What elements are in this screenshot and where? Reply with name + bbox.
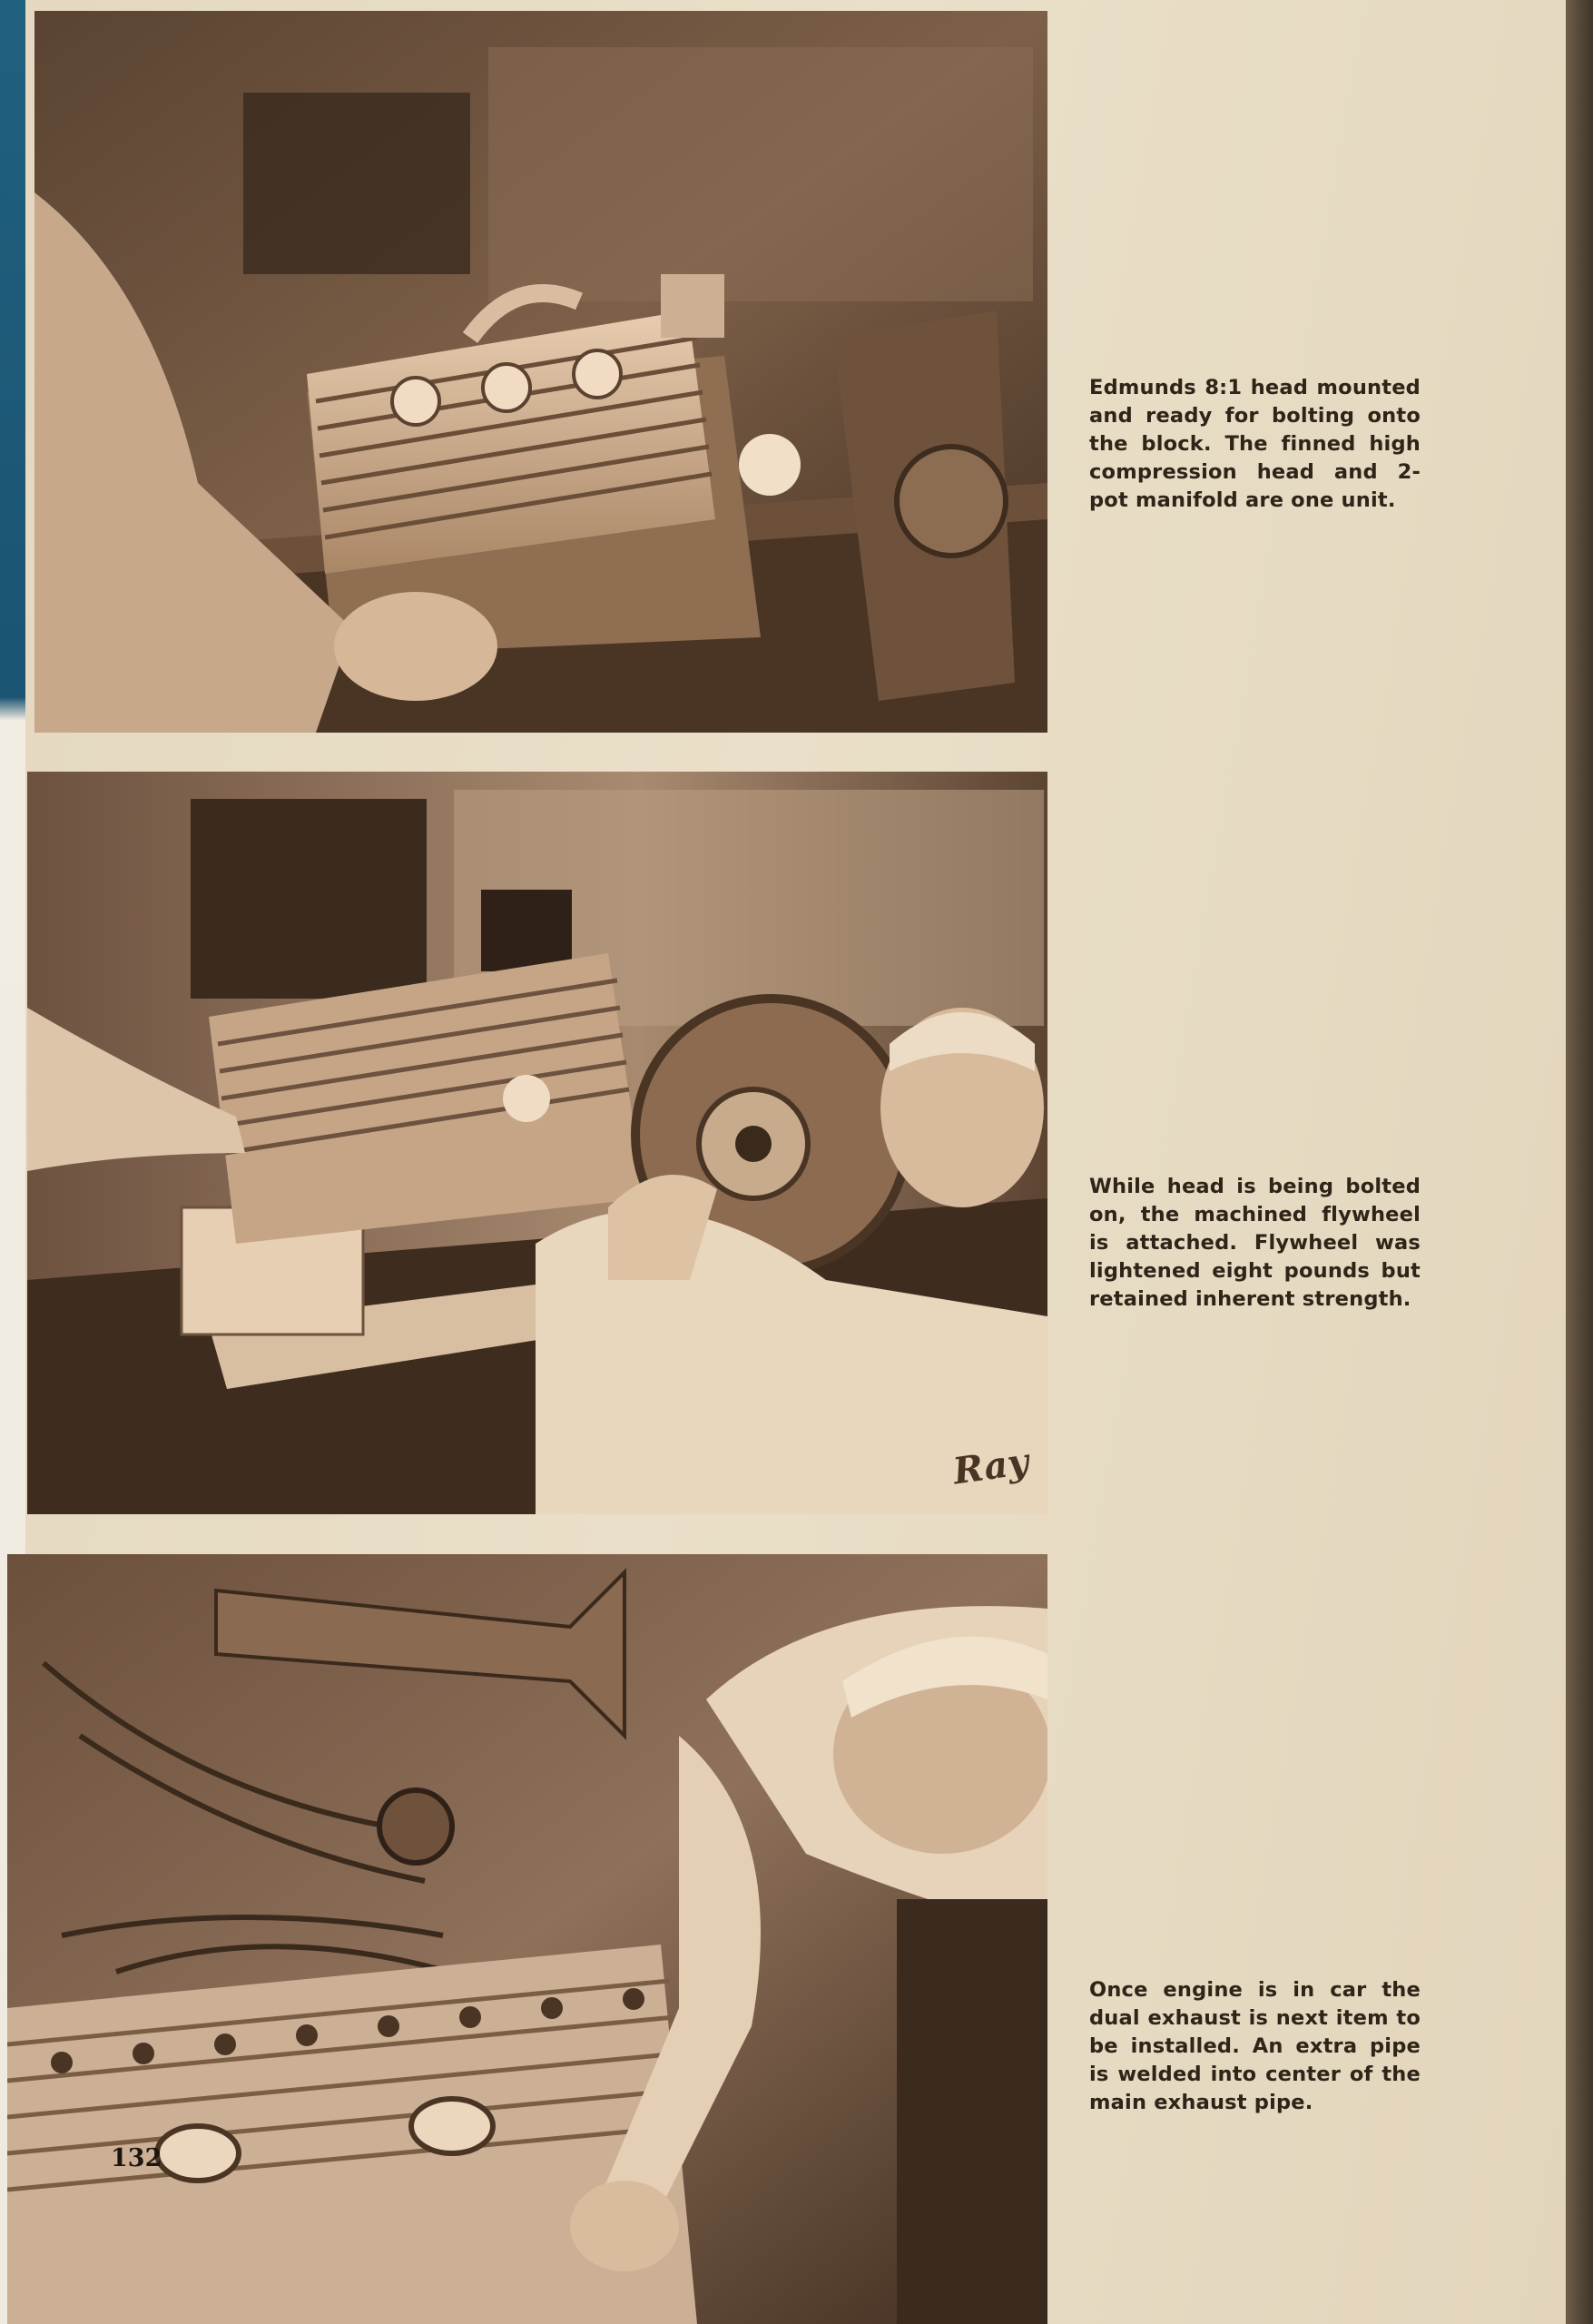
binder-edge xyxy=(1566,0,1593,2324)
caption-engine-head: Edmunds 8:1 head mounted and ready for bolting onto the block. The finned high compression head and 2-pot manifold are one unit. xyxy=(1089,376,1421,512)
caption-exhaust: Once engine is in car the dual exhaust is next item to be installed. An extra pipe is welded into center of the main exhaust pipe. xyxy=(1089,1978,1421,2114)
photo-engine-head-mounted xyxy=(34,11,1047,733)
engine-head-photo-image xyxy=(34,11,1047,733)
caption-flywheel: While head is being bolted on, the machined flywheel is attached. Flywheel was lightened eight pounds but retained inherent strength. xyxy=(1089,1175,1421,1311)
photo-flywheel-attached xyxy=(27,772,1047,1514)
shirt-lettering: Ray xyxy=(950,1440,1032,1493)
page-number: 132 xyxy=(111,2144,162,2172)
flywheel-photo-image xyxy=(27,772,1047,1514)
exhaust-photo-image xyxy=(7,1554,1047,2324)
photo-exhaust-installation xyxy=(7,1554,1047,2324)
